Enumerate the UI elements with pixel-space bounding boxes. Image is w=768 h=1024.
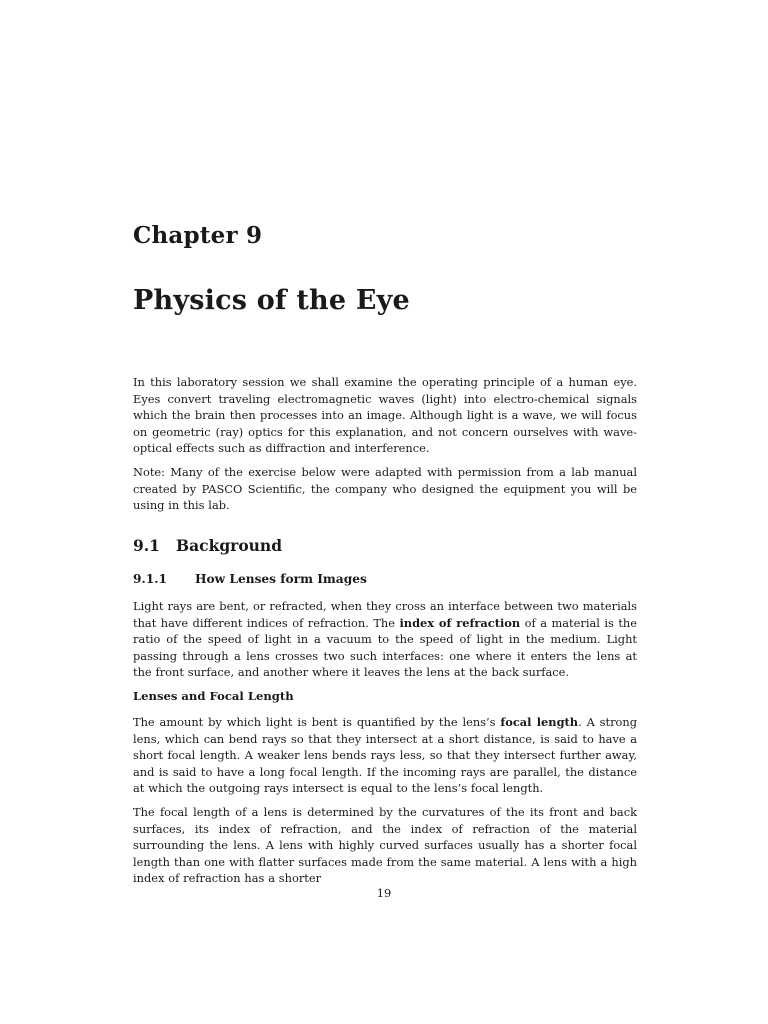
lenses-text-after: of a material is the ratio of the speed of light in a vacuum to the speed of light in the medium. Light passing through a lens crosses two such interfaces: one where it enters the lens at the front surface, and another where it leaves the lens at the back surface. xyxy=(133,615,637,679)
paragraph-heading: Lenses and Focal Length xyxy=(133,689,294,703)
section-heading xyxy=(133,536,282,555)
section-number: 9.1 xyxy=(133,536,160,555)
chapter-title: Physics of the Eye xyxy=(133,285,410,316)
focal-text-after: . A strong lens, which can bend rays so that they intersect at a short distance, is said to have a short focal length. A weaker lens bends rays less, so that they intersect further away, and is said to have a long focal length. If the incoming rays are parallel, the distance at which the outgoing rays intersect is equal to the lens’s focal length. xyxy=(133,715,638,795)
chapter-label: Chapter 9 xyxy=(133,222,263,249)
focal-length-term: focal length xyxy=(500,715,579,729)
subsection-title: How Lenses form Images xyxy=(195,572,367,586)
index-of-refraction-term: index of refraction xyxy=(399,615,521,630)
focal-text-before: The amount by which light is bent is quantified by the lens’s xyxy=(133,715,501,729)
intro-paragraph: In this laboratory session we shall examine the operating principle of a human eye. Eyes convert traveling electromagnetic waves (light) into electro-chemical signals which the brain then processes into an image. Although light is a wave, we will focus on geometric (ray) optics for this explanation, and not concern ourselves with wave-optical effects such as diffraction and interference. xyxy=(133,375,637,455)
page-number: 19 xyxy=(376,886,392,900)
curvature-paragraph: The focal length of a lens is determined by the curvatures of the its front and back surfaces, its index of refraction, and the index of refraction of the material surrounding the lens. A lens with highly curved surfaces usually has a shorter focal length than one with flatter surfaces made from the same material. A lens with a high index of refraction has a shorter xyxy=(133,805,637,885)
lenses-text-before: Light rays are bent, or refracted, when they cross an interface between two materials that have different indices of refraction. The xyxy=(133,599,637,630)
subsection-number: 9.1.1 xyxy=(133,572,167,586)
section-title: Background xyxy=(176,536,283,555)
subsection-heading xyxy=(133,572,367,586)
lenses-paragraph xyxy=(133,598,637,681)
focal-length-paragraph xyxy=(133,714,637,797)
note-paragraph: Note: Many of the exercise below were adapted with permission from a lab manual created by PASCO Scientific, the company who designed the equipment you will be using in this lab. xyxy=(133,465,637,512)
